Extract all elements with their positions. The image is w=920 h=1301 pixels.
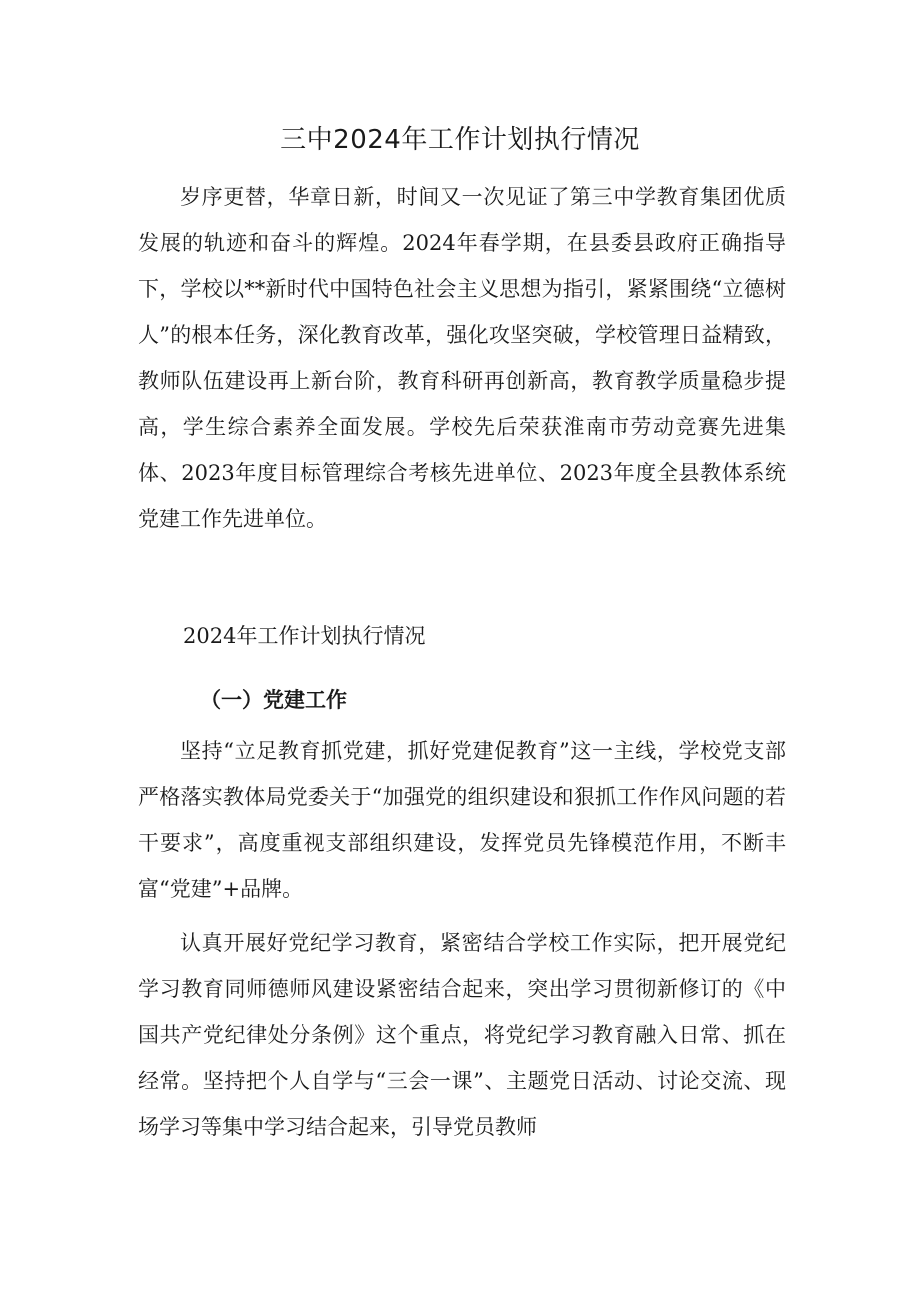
paragraph-text: 坚持“立足教育抓党建，抓好党建促教育”这一主线，学校党支部严格落实教体局党委关于“加强党的组织建设和狠抓工作作风问题的若干要求”，高度重视支部组织建设，发挥党员先锋模范作用，不断丰富“党建”+品牌。 (138, 739, 786, 901)
intro-paragraph (138, 174, 786, 542)
intro-text: 岁序更替，华章日新，时间又一次见证了第三中学教育集团优质发展的轨迹和奋斗的辉煌。2024年春学期，在县委县政府正确指导下，学校以**新时代中国特色社会主义思想为指引，紧紧围绕“立德树人”的根本任务，深化教育改革，强化攻坚突破，学校管理日益精致，教师队伍建设再上新台阶，教育科研再创新高，教育教学质量稳步提高，学生综合素养全面发展。学校先后荣获淮南市劳动竞赛先进集体、2023年度目标管理综合考核先进单位、2023年度全县教体系统党建工作先进单位。 (138, 185, 786, 531)
document-title: 三中2024年工作计划执行情况 (280, 125, 640, 155)
section-heading-party-building: （一）党建工作 (200, 688, 347, 712)
party-building-paragraph-2 (138, 920, 786, 1150)
paragraph-text: 认真开展好党纪学习教育，紧密结合学校工作实际，把开展党纪学习教育同师德师风建设紧密结合起来，突出学习贯彻新修订的《中国共产党纪律处分条例》这个重点，将党纪学习教育融入日常、抓在经常。坚持把个人自学与“三会一课”、主题党日活动、讨论交流、现场学习等集中学习结合起来，引导党员教师 (138, 931, 786, 1139)
party-building-paragraph-1 (138, 728, 786, 912)
plan-heading: 2024年工作计划执行情况 (183, 624, 426, 648)
